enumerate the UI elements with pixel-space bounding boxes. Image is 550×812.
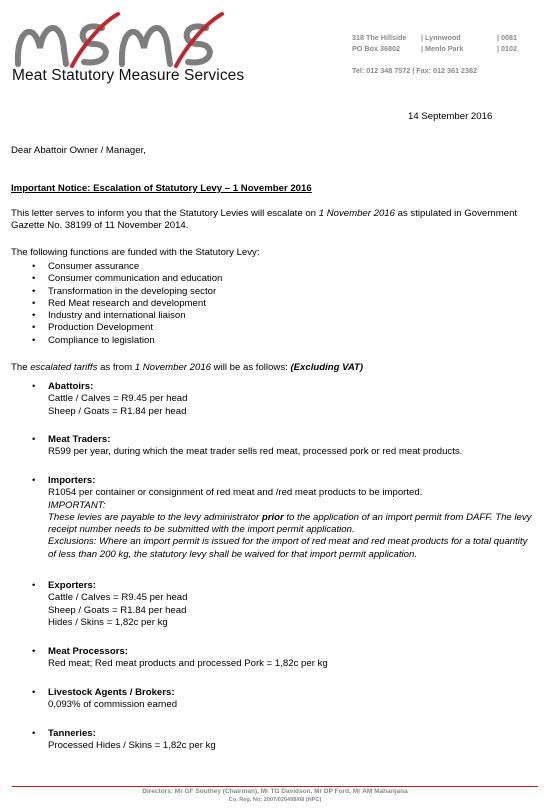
section-heading: Abattoirs: [48,381,94,392]
important-label: IMPORTANT: [48,499,106,511]
address-col-1 [352,32,406,54]
tariff-line: Sheep / Goats = R1.84 per head [48,405,187,417]
list-item-text: Consumer communication and education [48,273,223,285]
address-line: 318 The Hillside [352,33,407,42]
bullet: • [32,728,36,739]
functions-intro: The following functions are funded with the Statutory Levy: [11,247,260,258]
effective-date: 1 November 2016 [318,208,395,219]
footer-divider [12,786,538,787]
section-heading: Importers: [48,475,96,486]
company-name: Meat Statutory Measure Services [12,67,245,84]
bullet: • [32,297,36,309]
text: escalated tariffs [30,362,98,373]
text: This letter serves to inform you that the Statutory Levies will escalate on [11,208,319,219]
tariff-line: R599 per year, during which the meat trader sells red meat, processed pork or red meat products. [48,446,463,458]
section-importers [32,475,537,561]
text: as stipulated in Government Gazette No. 38199 of 11 November 2014. [11,208,518,232]
letter-subject: Important Notice: Escalation of Statutory Levy – 1 November 2016 [11,183,312,194]
address-line: | Menlo Park [421,44,464,53]
address-line: | 0102 [497,44,517,53]
bullet: • [32,687,36,698]
list-item [32,322,222,334]
section-livestock-agents [32,687,537,712]
bullet: • [32,310,36,322]
list-item [32,310,222,322]
company-logo [10,10,270,90]
bullet: • [32,322,36,334]
bullet: • [32,273,36,285]
section-heading: Tanneries: [48,728,96,739]
letter-date: 14 September 2016 [408,111,493,122]
intro-paragraph [11,208,536,233]
salutation: Dear Abattoir Owner / Manager, [11,145,146,156]
tariff-line: 0,093% of commission earned [48,699,178,711]
bullet: • [32,434,36,445]
tariff-line: Cattle / Calves = R9.45 per head [48,393,188,405]
important-note [48,512,537,537]
bullet: • [32,334,36,346]
tariff-line: Hides / Skins = 1,82c per kg [48,616,168,628]
tariff-line: Red meat; Red meat products and processed Pork = 1,82c per kg [48,658,328,670]
bullet: • [32,285,36,297]
bullet: • [32,261,36,272]
text: prior [261,511,284,523]
section-meat-processors [32,646,537,671]
list-item-text: Compliance to legislation [48,334,155,346]
contact-numbers: Tel: 012 348 7572 | Fax: 012 361 2382 [352,66,477,75]
bullet: • [32,646,36,657]
address-line: PO Box 36802 [352,44,400,53]
bullet: • [32,475,36,486]
text: to the application of an import permit from DAFF. The levy receipt number needs to be submitted with the import permit application. [48,511,532,536]
address-line: | 0081 [497,33,517,42]
address-line: | Lynnwood [421,33,461,42]
footer-registration: Co. Reg. No: 2007/020498/08 (NPC) [228,797,322,803]
section-meat-traders [32,434,537,459]
functions-list [32,261,222,347]
tariff-line: R1054 per container or consignment of red meat and /red meat products to be imported. [48,487,423,499]
section-heading: Meat Traders: [48,434,111,445]
list-item-text: Transformation in the developing sector [48,285,217,297]
text: will be as follows: [211,362,291,373]
tariff-line: Cattle / Calves = R9.45 per head [48,592,188,604]
list-item-text: Red Meat research and development [48,297,206,309]
footer-directors: Directors: Mr GF Southey (Chairman), Mr TG Davidson, Mr DP Ford, Mr AM Mahanjana [142,788,408,795]
list-item [32,261,222,273]
list-item-text: Industry and international liaison [48,310,186,322]
tariff-line: Processed Hides / Skins = 1,82c per kg [48,740,216,752]
section-heading: Meat Processors: [48,646,128,657]
section-heading: Livestock Agents / Brokers: [48,687,175,698]
text: as from [97,362,135,373]
exclusions-note: Exclusions: Where an import permit is issued for the import of red meat and red meat products for a total quantity of less than 200 kg, the statutory levy shall be waived for that import permit application. [48,536,528,560]
section-tanneries [32,728,537,753]
tariff-line: Sheep / Goats = R1.84 per head [48,604,187,616]
text: These levies are payable to the levy administrator [48,511,262,523]
section-exporters [32,580,537,629]
text: 1 November 2016 [134,362,211,373]
vat-note: (Excluding VAT) [290,362,364,373]
section-abattoirs [32,381,537,418]
msms-logo-mark [10,10,270,70]
tariffs-intro [11,362,363,373]
list-item [32,273,222,285]
bullet: • [32,580,36,591]
address-col-3 [497,32,517,54]
list-item-text: Consumer assurance [48,261,140,272]
address-col-2 [421,32,463,54]
list-item [32,286,222,298]
bullet: • [32,381,36,392]
text: The [11,362,31,373]
list-item-text: Production Development [48,322,154,334]
section-heading: Exporters: [48,580,96,591]
list-item [32,335,222,347]
list-item [32,298,222,310]
